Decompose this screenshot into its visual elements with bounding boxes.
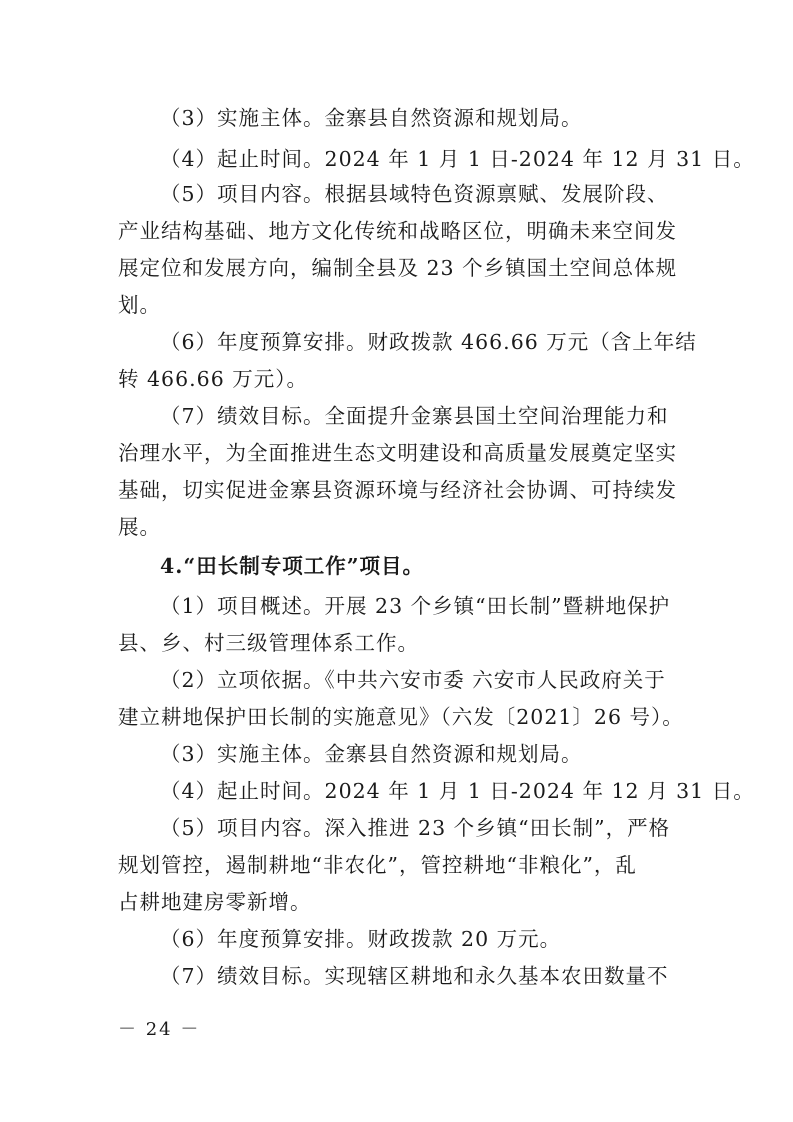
paragraph-line: 治理水平，为全面推进生态文明建设和高质量发展奠定坚实 [118, 441, 677, 465]
paragraph-line: （2）立项依据。《中共六安市委 六安市人民政府关于 [160, 668, 666, 692]
paragraph-line: 基础，切实促进金寨县资源环境与经济社会协调、可持续发 [118, 478, 677, 502]
page-number: － 24 － [118, 1019, 201, 1040]
paragraph-line: （3）实施主体。金寨县自然资源和规划局。 [160, 106, 583, 130]
paragraph-line: 县、乡、村三级管理体系工作。 [118, 631, 419, 655]
paragraph-line: （7）绩效目标。实现辖区耕地和永久基本农田数量不 [160, 964, 669, 988]
paragraph-line: 划。 [118, 293, 161, 317]
paragraph-line: （1）项目概述。开展 23 个乡镇“田长制”暨耕地保护 [160, 594, 671, 618]
section-heading: 4.“田长制专项工作”项目。 [160, 554, 424, 578]
paragraph-line: （6）年度预算安排。财政拨款 20 万元。 [160, 927, 562, 951]
paragraph-line: （7）绩效目标。全面提升金寨县国土空间治理能力和 [160, 404, 669, 428]
paragraph-line: （6）年度预算安排。财政拨款 466.66 万元（含上年结 [160, 330, 697, 354]
paragraph-line: （4）起止时间。2024 年 1 月 1 日-2024 年 12 月 31 日。 [160, 779, 755, 803]
paragraph-line: 建立耕地保护田长制的实施意见》（六发〔2021〕26 号）。 [118, 705, 684, 729]
paragraph-line: （3）实施主体。金寨县自然资源和规划局。 [160, 742, 583, 766]
paragraph-line: （5）项目内容。根据县域特色资源禀赋、发展阶段、 [160, 182, 669, 206]
paragraph-line: 产业结构基础、地方文化传统和战略区位，明确未来空间发 [118, 219, 677, 243]
paragraph-line: 转 466.66 万元）。 [118, 367, 309, 391]
paragraph-line: 占耕地建房零新增。 [118, 890, 312, 914]
paragraph-line: （4）起止时间。2024 年 1 月 1 日-2024 年 12 月 31 日。 [160, 147, 755, 171]
paragraph-line: 展定位和发展方向，编制全县及 23 个乡镇国土空间总体规 [118, 256, 678, 280]
paragraph-line: 展。 [118, 515, 161, 539]
paragraph-line: （5）项目内容。深入推进 23 个乡镇“田长制”，严格 [160, 816, 671, 840]
paragraph-line: 规划管控，遏制耕地“非农化”，管控耕地“非粮化”，乱 [118, 853, 637, 877]
